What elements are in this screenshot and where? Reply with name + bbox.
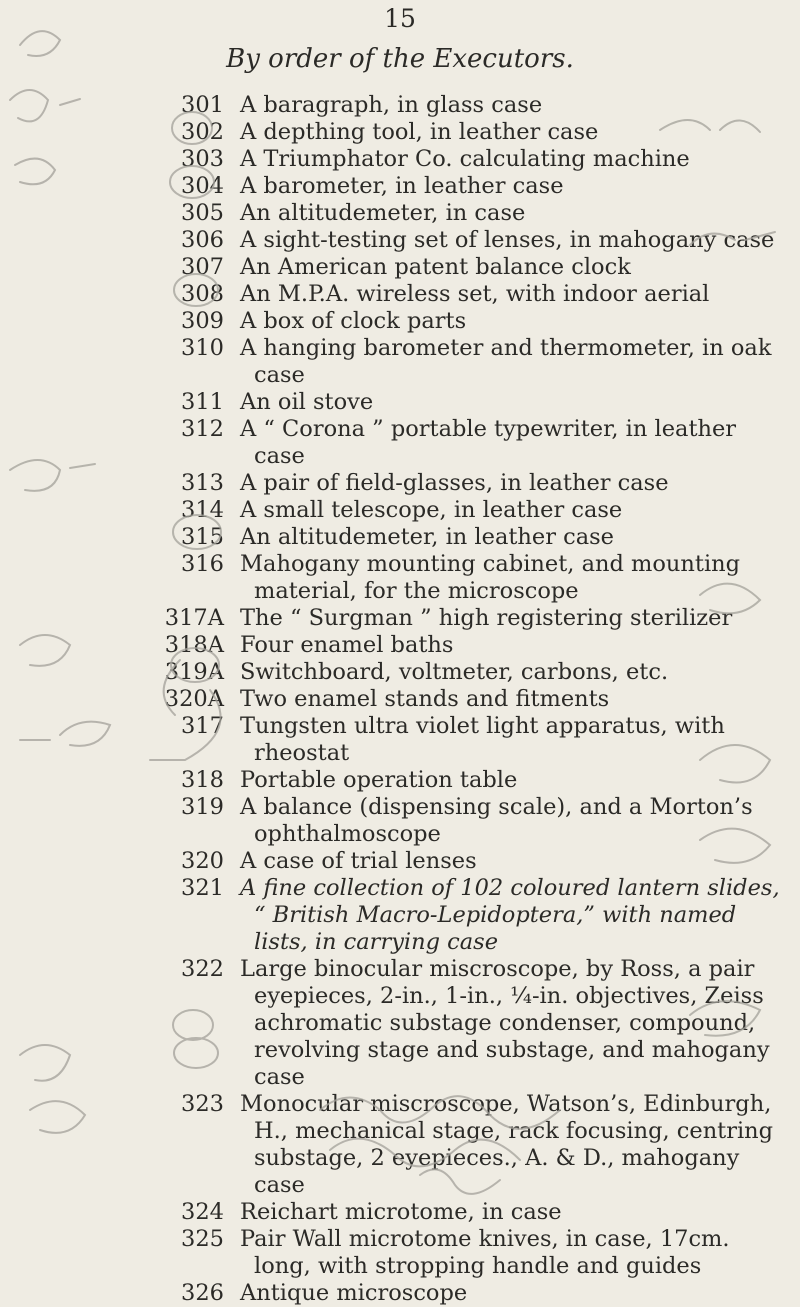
- lot-number: 315: [181, 524, 224, 550]
- lot-number: 318A: [164, 632, 224, 658]
- page-number: 15: [384, 4, 416, 33]
- lot-description: Mahogany mounting cabinet, and mounting material, for the microscope: [240, 551, 741, 604]
- lot-number: 320A: [164, 686, 224, 712]
- lot-number: 314: [181, 497, 224, 523]
- lot-description: Four enamel baths: [240, 632, 454, 658]
- lot-item: [150, 956, 790, 1091]
- pencil-scribble: [10, 90, 80, 121]
- lot-number: 316: [181, 551, 224, 577]
- lot-item: [150, 1199, 790, 1226]
- lot-description: Tungsten ultra violet light apparatus, with rheostat: [240, 713, 725, 766]
- lot-item: [150, 632, 790, 659]
- lot-item: [150, 119, 790, 146]
- lot-item: [150, 227, 790, 254]
- lot-item: [150, 875, 790, 956]
- lot-item: [150, 767, 790, 794]
- lot-description: An American patent balance clock: [240, 254, 631, 280]
- lot-number: 307: [181, 254, 224, 280]
- lot-description: An altitudemeter, in case: [240, 200, 526, 226]
- lot-item: [150, 848, 790, 875]
- lot-description: A balance (dispensing scale), and a Morton’s ophthalmoscope: [240, 794, 753, 847]
- lot-description: A fine collection of 102 coloured lantern slides, “ British Macro-Lepidoptera,” with named lists, in carrying case: [240, 875, 780, 955]
- lot-number: 302: [181, 119, 224, 145]
- lot-number: 311: [181, 389, 224, 415]
- lot-number: 326: [181, 1280, 224, 1306]
- lot-description: A barometer, in leather case: [240, 173, 564, 199]
- lot-description: The “ Surgman ” high registering sterilizer: [240, 605, 733, 631]
- lot-number: 325: [181, 1226, 224, 1252]
- lot-item: [150, 713, 790, 767]
- pencil-scribble: [20, 635, 70, 666]
- lot-description: A baragraph, in glass case: [240, 92, 543, 118]
- lot-item: [150, 92, 790, 119]
- lot-item: [150, 686, 790, 713]
- lot-number: 313: [181, 470, 224, 496]
- lot-list: [150, 92, 790, 1307]
- lot-description: A pair of field-glasses, in leather case: [240, 470, 669, 496]
- lot-description: A small telescope, in leather case: [240, 497, 623, 523]
- lot-item: [150, 389, 790, 416]
- lot-number: 310: [181, 335, 224, 361]
- lot-item: [150, 1091, 790, 1199]
- lot-description: A “ Corona ” portable typewriter, in leather case: [240, 416, 737, 469]
- pencil-scribble: [20, 722, 110, 746]
- lot-number: 320: [181, 848, 224, 874]
- lot-number: 323: [181, 1091, 224, 1117]
- lot-description: A depthing tool, in leather case: [240, 119, 599, 145]
- lot-item: [150, 659, 790, 686]
- lot-item: [150, 416, 790, 470]
- lot-number: 304: [181, 173, 224, 199]
- lot-number: 321: [181, 875, 224, 901]
- lot-item: [150, 497, 790, 524]
- lot-item: [150, 470, 790, 497]
- lot-description: Switchboard, voltmeter, carbons, etc.: [240, 659, 669, 685]
- lot-description: Monocular miscroscope, Watson’s, Edinburgh, H., mechanical stage, rack focusing, centring substage, 2 eyepieces., A. & D., mahogany case: [240, 1091, 774, 1198]
- lot-description: A box of clock parts: [240, 308, 467, 334]
- lot-number: 301: [181, 92, 224, 118]
- lot-number: 312: [181, 416, 224, 442]
- lot-description: An M.P.A. wireless set, with indoor aerial: [240, 281, 710, 307]
- lot-number: 317A: [164, 605, 224, 631]
- lot-item: [150, 1226, 790, 1280]
- lot-number: 306: [181, 227, 224, 253]
- lot-description: Portable operation table: [240, 767, 518, 793]
- lot-description: A hanging barometer and thermometer, in oak case: [240, 335, 772, 388]
- lot-number: 308: [181, 281, 224, 307]
- lot-number: 322: [181, 956, 224, 982]
- lot-number: 324: [181, 1199, 224, 1225]
- lot-item: [150, 551, 790, 605]
- lot-description: Antique microscope: [240, 1280, 468, 1306]
- lot-description: Large binocular miscroscope, by Ross, a pair eyepieces, 2-in., 1-in., ¼-in. objectives, Zeiss achromatic substage condenser, compound, revolving stage and substage, and mahogany case: [240, 956, 770, 1090]
- pencil-scribble: [20, 1045, 70, 1081]
- lot-description: Two enamel stands and fitments: [240, 686, 610, 712]
- page-heading: By order of the Executors.: [226, 44, 574, 74]
- lot-item: [150, 308, 790, 335]
- lot-description: A case of trial lenses: [240, 848, 477, 874]
- lot-item: [150, 335, 790, 389]
- lot-number: 317: [181, 713, 224, 739]
- pencil-scribble: [15, 159, 55, 185]
- lot-description: A Triumphator Co. calculating machine: [240, 146, 690, 172]
- lot-item: [150, 200, 790, 227]
- lot-description: Pair Wall microtome knives, in case, 17cm. long, with stropping handle and guides: [240, 1226, 730, 1279]
- pencil-scribble: [30, 1101, 85, 1133]
- pencil-scribble: [10, 460, 95, 491]
- lot-number: 305: [181, 200, 224, 226]
- lot-item: [150, 1280, 790, 1307]
- lot-number: 318: [181, 767, 224, 793]
- lot-number: 309: [181, 308, 224, 334]
- lot-item: [150, 173, 790, 200]
- lot-description: Reichart microtome, in case: [240, 1199, 562, 1225]
- lot-number: 303: [181, 146, 224, 172]
- lot-number: 319: [181, 794, 224, 820]
- lot-description: An oil stove: [240, 389, 374, 415]
- lot-item: [150, 254, 790, 281]
- lot-number: 319A: [164, 659, 224, 685]
- lot-description: An altitudemeter, in leather case: [240, 524, 614, 550]
- lot-item: [150, 281, 790, 308]
- lot-item: [150, 794, 790, 848]
- lot-item: [150, 524, 790, 551]
- lot-item: [150, 605, 790, 632]
- lot-item: [150, 146, 790, 173]
- lot-description: A sight-testing set of lenses, in mahogany case: [240, 227, 775, 253]
